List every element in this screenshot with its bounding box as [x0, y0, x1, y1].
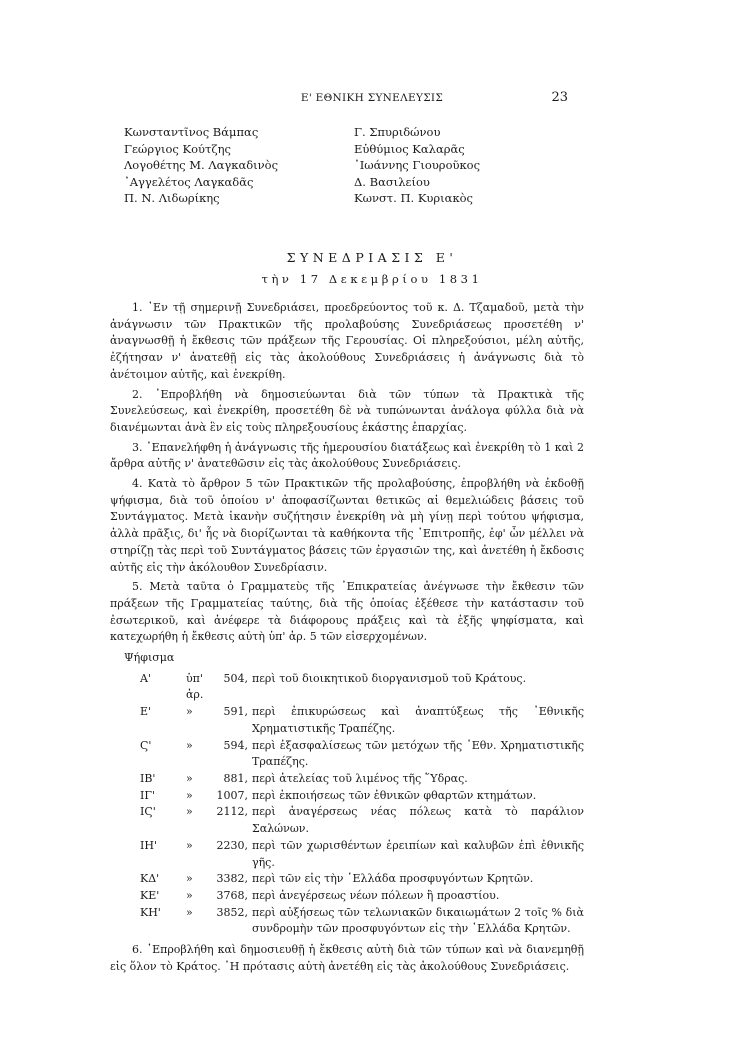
- decree-value: 3382,: [216, 872, 248, 886]
- decree-row: [140, 771, 584, 788]
- decree-ref: »: [186, 805, 193, 819]
- decree-ref: »: [186, 905, 193, 919]
- decree-value: 1007,: [216, 788, 248, 802]
- decree-text: περὶ ἀνεγέρσεως νέων πόλεων ἢ προαστίου.: [252, 888, 500, 902]
- decree-value: 881,: [223, 771, 248, 785]
- decree-row: [140, 838, 584, 871]
- member-name: Λογοθέτης Μ. Λαγκαδινὸς: [124, 158, 279, 172]
- session-title: ΣΥΝΕΔΡΙΑΣΙΣ Ε': [286, 250, 458, 265]
- decree-ref: ὑπ' ἀρ.: [186, 671, 204, 702]
- paragraph-5: 5. Μετὰ ταῦτα ὁ Γραμματεὺς τῆς ᾿Επικρατείας ἀνέγνωσε τὴν ἔκθεσιν τῶν πράξεων τῆς Γραμματείας ταύτης, διὰ τῆς ὁποίας ἐξέθεσε τὴν κατάστασιν τοῦ ἐσωτερικοῦ, καὶ ἀνέφερε τὰ διάφορους πράξεις καὶ τὰ ἑξῆς ψηφίσματα, καὶ κατεχωρήθη ἡ ἔκθεσις αὐτὴ ὑπ' ἀρ. 5 τῶν εἰσερχομένων.: [110, 580, 584, 644]
- decree-ref: »: [186, 838, 193, 852]
- member-name: Γεώργιος Κούτζης: [124, 141, 231, 156]
- decree-row: [140, 671, 584, 704]
- decree-ref: »: [186, 771, 193, 785]
- paragraph-4: 4. Κατὰ τὸ ἄρθρον 5 τῶν Πρακτικῶν τῆς προλαβούσης, ἐπροβλήθη νὰ ἐκδοθῇ ψήφισμα, διὰ τοῦ ὁποίου ν' ἀποφασίζωνται θετικῶς αἱ θεμελιώδεις βάσεις τοῦ Συντάγματος. Μετὰ ἱκανὴν συζήτησιν ἐνεκρίθη νὰ μὴ γίνῃ περὶ τούτου ψήφισμα, ἀλλὰ πρᾶξις, δι' ἧς νὰ διορίζωνται τὰ καθήκοντα τῆς ᾿Επιτροπῆς, ἐφ' ὧν μέλλει νὰ στηρίζῃ τὰς περὶ τοῦ Συντάγματος βάσεις τῶν ἐργασιῶν της, καὶ ἀνετέθη ἡ ἔκδοσις αὐτῆς εἰς τὴν ἀκόλουθον Συνεδρίασιν.: [110, 477, 584, 574]
- decree-value: 504,: [223, 671, 248, 685]
- decree-text: περὶ ἐπικυρώσεως καὶ ἀναπτύξεως τῆς ᾿Εθνικῆς Χρηματιστικῆς Τραπέζης.: [252, 705, 584, 735]
- decree-ref: »: [186, 788, 193, 802]
- members-left-column: [124, 124, 278, 207]
- decree-value: 2112,: [216, 805, 248, 819]
- decree-ref: »: [186, 738, 193, 752]
- decree-ref: »: [186, 705, 193, 719]
- paragraph-3: 3. ᾿Επανελήφθη ἡ ἀνάγνωσις τῆς ἡμερουσίου διατάξεως καὶ ἐνεκρίθη τὸ 1 καὶ 2 ἄρθρα αὐτῆς ν' ἀνατεθῶσιν εἰς τὰς ἀκολούθους Συνεδριάσεις.: [110, 440, 584, 471]
- decree-number: Ε': [140, 705, 152, 719]
- decree-value: 591,: [223, 705, 248, 719]
- member-name: Κωνστ. Π. Κυριακὸς: [354, 191, 473, 205]
- page-number: 23: [551, 90, 568, 105]
- decree-number: ΙΓ': [140, 788, 156, 802]
- decree-list: [140, 671, 584, 938]
- member-name: ᾿Ιωάννης Γιουροῦκος: [354, 158, 481, 172]
- body-text: [110, 300, 584, 978]
- decree-text: περὶ ἀναγέρσεως νέας πόλεως κατὰ τὸ παράλιον Σαλώνων.: [252, 805, 584, 836]
- running-header: [0, 92, 744, 110]
- member-name: Εὐθύμιος Καλαρᾶς: [354, 141, 465, 156]
- decree-text: περὶ ἀτελείας τοῦ λιμένος τῆς ῞Υδρας.: [252, 771, 468, 785]
- decree-value: 3768,: [216, 888, 248, 902]
- decree-text: περὶ τοῦ διοικητικοῦ διοργανισμοῦ τοῦ Κράτους.: [252, 671, 527, 685]
- members-right-column: [354, 124, 480, 207]
- decree-number: ΙΗ': [140, 838, 157, 852]
- decree-number: Α': [140, 671, 151, 685]
- decree-number: ΚΔ': [140, 872, 160, 886]
- member-name: Δ. Βασιλείου: [354, 174, 430, 189]
- decree-value: 594,: [223, 738, 248, 752]
- decree-text: περὶ ἐξασφαλίσεως τῶν μετόχων τῆς ᾿Εθν. Χρηματιστικῆς Τραπέζης.: [252, 738, 584, 769]
- decree-row: [140, 905, 584, 938]
- decree-label: Ψήφισμα: [124, 651, 175, 665]
- session-date: τὴν 17 Δεκεμβρίου 1831: [261, 272, 483, 286]
- running-title: Ε' ΕΘΝΙΚΗ ΣΥΝΕΛΕΥΣΙΣ: [300, 92, 444, 104]
- paragraph-1: 1. ᾿Εν τῇ σημερινῇ Συνεδριάσει, προεδρεύοντος τοῦ κ. Δ. Τζαμαδοῦ, μετὰ τὴν ἀνάγνωσιν τῶν Πρακτικῶν τῆς προλαβούσης Συνεδριάσεως προσετέθη ν' ἀναγνωσθῇ ἡ ἔκθεσις τῶν πράξεων τῆς Γερουσίας. Οἱ πληρεξούσιοι, μέλη αὐτῆς, ἐζήτησαν ν' ἀνατεθῇ εἰς τὰς ἀκολούθους Συνεδριάσεις ἡ ἀνάγνωσις διὰ τὸ ἀνέτοιμον αὐτῆς, καὶ ἐνεκρίθη.: [110, 301, 584, 381]
- paragraph-6: 6. ᾿Επροβλήθη καὶ δημοσιευθῇ ἡ ἔκθεσις αὐτὴ διὰ τῶν τύπων καὶ νὰ διανεμηθῇ εἰς ὅλον τὸ Κράτος. ῾Η πρότασις αὐτὴ ἀνετέθη εἰς τὰς ἀκολούθους Συνεδριάσεις.: [110, 943, 584, 973]
- decree-ref: »: [186, 872, 193, 886]
- decree-number: Ϛ': [140, 738, 152, 752]
- member-name: Γ. Σπυριδώνου: [354, 125, 441, 139]
- decree-row: [140, 888, 584, 905]
- decree-number: ΙϚ': [140, 805, 156, 819]
- member-name: Π. Ν. Λιδωρίκης: [124, 191, 220, 205]
- decree-row: [140, 871, 584, 888]
- decree-ref: »: [186, 888, 193, 902]
- decree-row: [140, 804, 584, 837]
- paragraph-2: 2. ᾿Επροβλήθη νὰ δημοσιεύωνται διὰ τῶν τύπων τὰ Πρακτικὰ τῆς Συνελεύσεως, καὶ ἐνεκρίθη, προσετέθη δὲ νὰ τυπώνωνται ἀνάλογα φύλλα διὰ νὰ διανέμωνται ἀνὰ ἓν εἰς τοὺς πληρεξουσίους ἑκάστης ἐπαρχίας.: [110, 387, 584, 434]
- decree-row: [140, 788, 584, 805]
- decree-row: [140, 704, 584, 737]
- member-name: ᾿Αγγελέτος Λαγκαδᾶς: [124, 174, 254, 189]
- decree-number: ΚΗ': [140, 905, 161, 919]
- decree-text: περὶ αὐξήσεως τῶν τελωνιακῶν δικαιωμάτων 2 τοῖς % διὰ συνδρομὴν τῶν προσφυγόντων εἰς τὴν ῾Ελλάδα Κρητῶν.: [252, 905, 584, 936]
- decree-text: περὶ τῶν χωρισθέντων ἐρειπίων καὶ καλυβῶν ἐπὶ ἐθνικῆς γῆς.: [252, 838, 584, 869]
- decree-text: περὶ τῶν εἰς τὴν ῾Ελλάδα προσφυγόντων Κρητῶν.: [252, 872, 534, 886]
- decree-value: 2230,: [216, 838, 248, 852]
- member-name: Κωνσταντῖνος Βάμπας: [124, 125, 259, 139]
- decree-number: ΙΒ': [140, 771, 156, 785]
- decree-number: ΚΕ': [140, 888, 160, 902]
- decree-value: 3852,: [216, 905, 248, 919]
- decree-text: περὶ ἐκποιήσεως τῶν ἐθνικῶν φθαρτῶν κτημάτων.: [252, 788, 537, 802]
- decree-row: [140, 738, 584, 771]
